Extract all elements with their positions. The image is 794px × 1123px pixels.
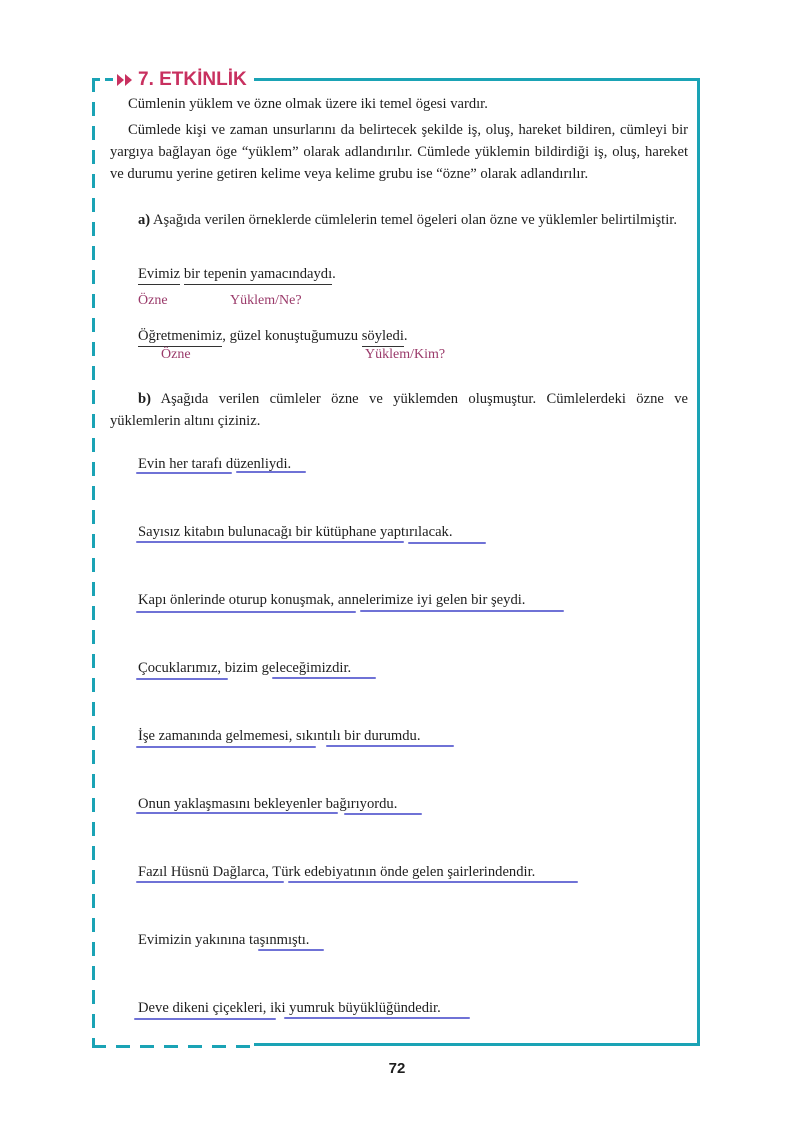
part-b-marker: b)	[138, 391, 151, 407]
sentence-6-subject-underline	[136, 812, 338, 814]
sentence-6: Onun yaklaşmasını bekleyenler bağırıyordu.	[138, 796, 398, 812]
sentence-5-predicate-underline	[326, 745, 454, 747]
double-chevron-icon	[116, 73, 134, 87]
example-sentence-2: Öğretmenimiz, güzel konuştuğumuzu söyledi.	[138, 326, 408, 346]
example-2-predicate-label: Yüklem/Kim?	[365, 347, 446, 362]
sentence-9-predicate-underline	[284, 1017, 470, 1019]
example-2-predicate: söyledi	[362, 328, 404, 347]
frame-top-dashed-border	[92, 78, 114, 81]
example-1-predicate: bir tepenin yamacındaydı	[184, 266, 332, 285]
sentence-4: Çocuklarımız, bizim geleceğimizdir.	[138, 660, 352, 676]
sentence-5-subject-underline	[136, 746, 316, 748]
sentence-5: İşe zamanında gelmemesi, sıkıntılı bir durumdu.	[138, 728, 421, 744]
sentence-4-predicate-underline	[272, 677, 376, 679]
sentence-3: Kapı önlerinde oturup konuşmak, annelerimize iyi gelen bir şeydi.	[138, 592, 526, 608]
sentence-9: Deve dikeni çiçekleri, iki yumruk büyüklüğündedir.	[138, 1000, 441, 1016]
example-1-subject-label: Özne	[138, 293, 168, 308]
example-sentence-1: Evimiz bir tepenin yamacındaydı.	[138, 264, 336, 284]
frame-bottom-dashed-border	[92, 1045, 254, 1048]
activity-title-text: 7. ETKİNLİK	[138, 69, 247, 90]
part-a-instruction: a) Aşağıda verilen örneklerde cümlelerin temel ögeleri olan özne ve yüklemler belirtilmiştir.	[138, 212, 677, 228]
activity-title	[116, 68, 251, 92]
sentence-8: Evimizin yakınına taşınmıştı.	[138, 932, 310, 948]
sentence-2: Sayısız kitabın bulunacağı bir kütüphane yaptırılacak.	[138, 524, 453, 540]
sentence-7-subject-underline	[136, 881, 284, 883]
example-1-subject: Evimiz	[138, 266, 180, 285]
sentence-2-predicate-underline	[408, 542, 486, 544]
sentence-3-subject-underline	[136, 611, 356, 613]
example-1-predicate-label: Yüklem/Ne?	[230, 293, 302, 308]
sentence-4-subject-underline	[136, 678, 228, 680]
sentence-8-predicate-underline	[258, 949, 324, 951]
part-b-instruction: b) Aşağıda verilen cümleler özne ve yüklemden oluşmuştur. Cümlelerdeki özne ve yüklemlerin altını çiziniz.	[110, 391, 689, 429]
sentence-9-subject-underline	[134, 1018, 276, 1020]
sentence-7-predicate-underline	[288, 881, 578, 883]
intro-paragraph-1: Cümlenin yüklem ve özne olmak üzere iki temel ögesi vardır.	[128, 96, 488, 112]
example-2-subject: Öğretmenimiz	[138, 328, 222, 347]
part-a-marker: a)	[138, 212, 151, 228]
frame-left-dashed-border	[92, 78, 95, 1048]
sentence-2-subject-underline	[136, 541, 404, 543]
sentence-3-predicate-underline	[360, 610, 564, 612]
sentence-7: Fazıl Hüsnü Dağlarca, Türk edebiyatının önde gelen şairlerindendir.	[138, 864, 536, 880]
page-number: 72	[388, 1060, 406, 1077]
example-2-subject-label: Özne	[161, 347, 191, 362]
intro-paragraph-2: Cümlede kişi ve zaman unsurlarını da belirtecek şekilde iş, oluş, hareket bildiren, cümleyi bir yargıya bağlayan öge “yüklem” olarak adlandırılır. Cümlede yüklemin bildirdiği iş, oluş, hareket ve durumu yerine getiren kelime veya kelime grubu ise “özne” olarak adlandırılır.	[110, 122, 688, 182]
sentence-1: Evin her tarafı düzenliydi.	[138, 456, 292, 472]
sentence-6-predicate-underline	[344, 813, 422, 815]
sentence-1-subject-underline	[136, 472, 232, 474]
sentence-1-predicate-underline	[236, 471, 306, 473]
